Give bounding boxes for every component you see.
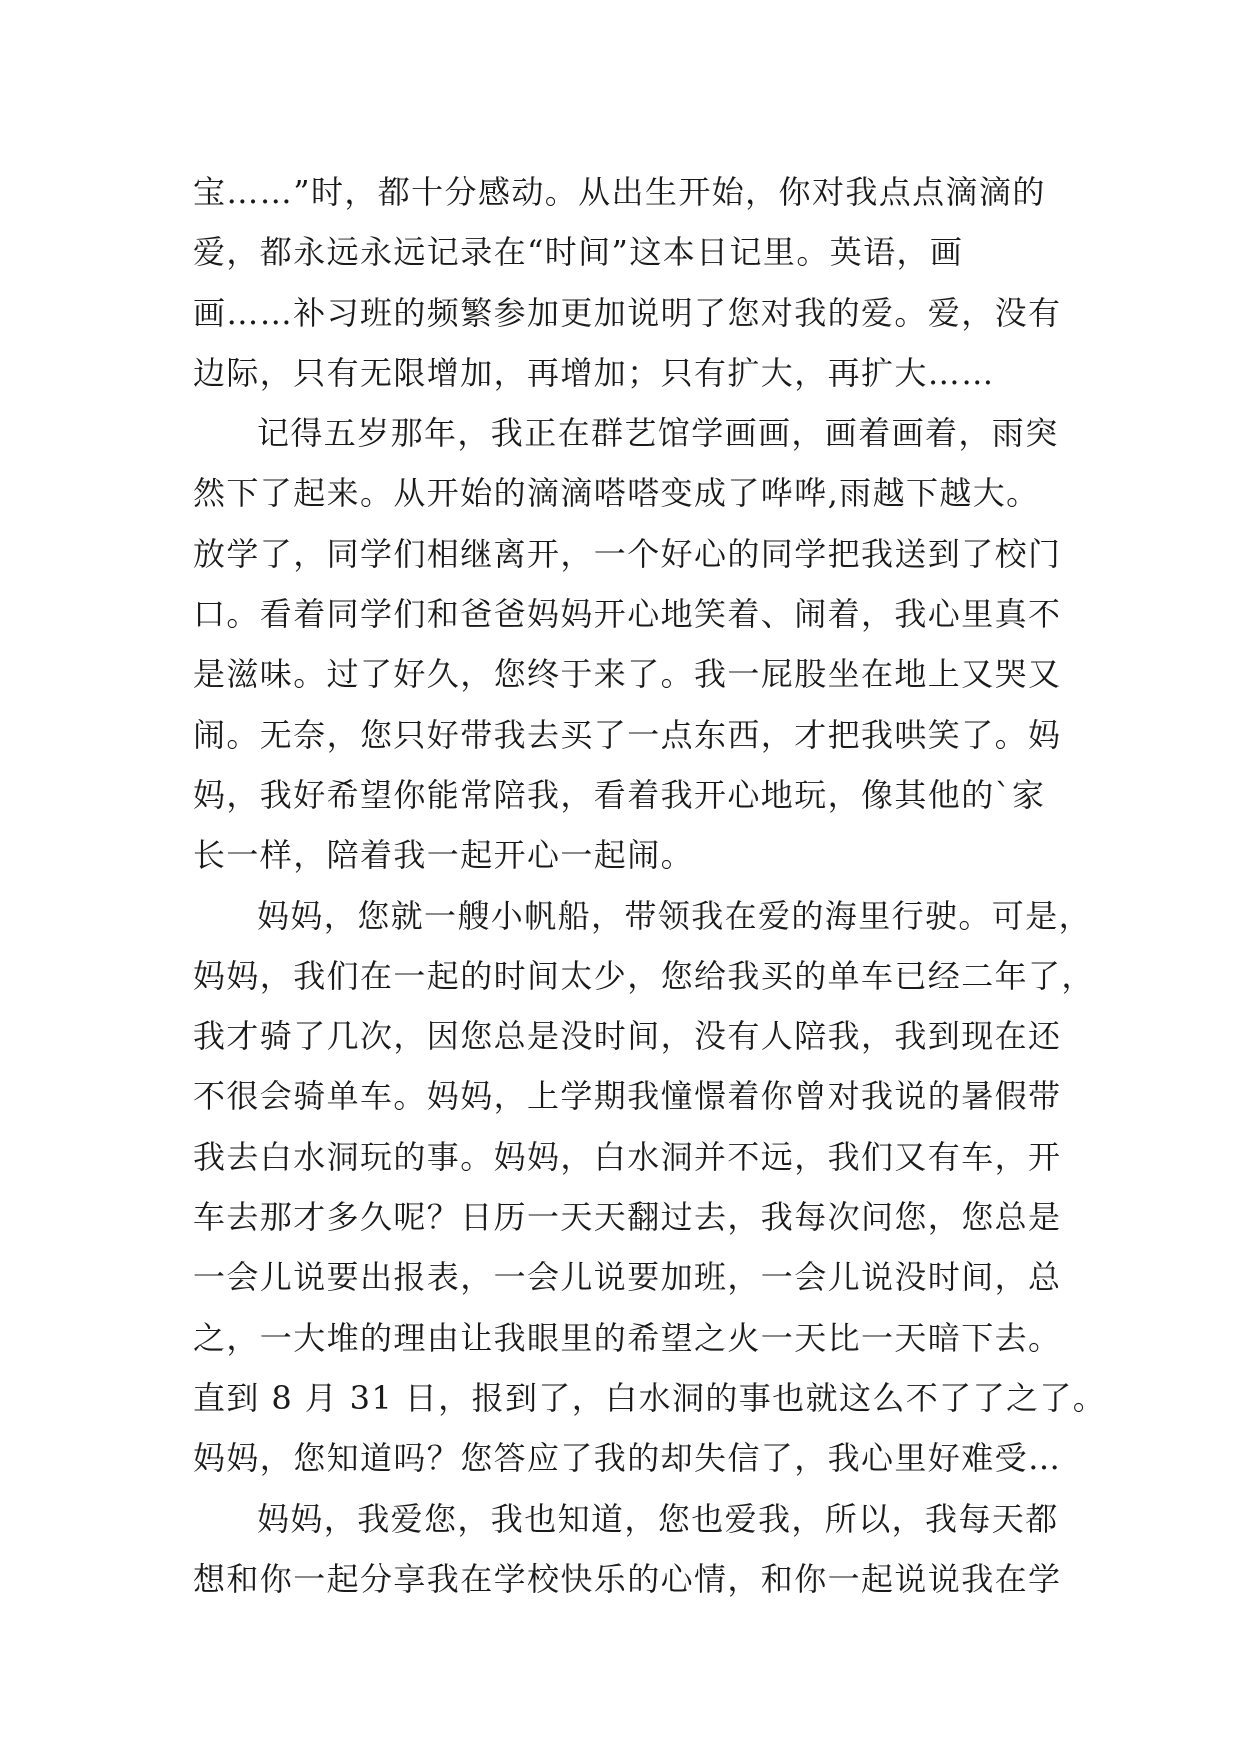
text-line: 一会儿说要出报表，一会儿说要加班，一会儿说没时间，总 bbox=[193, 1258, 1062, 1297]
text-line: 直到 8 月 31 日，报到了，白水洞的事也就这么不了了之了。 bbox=[193, 1378, 1107, 1417]
text-line: 爱，都永远永远记录在“时间”这本日记里。英语，画 bbox=[193, 233, 964, 272]
text-line: 口。看着同学们和爸爸妈妈开心地笑着、闹着，我心里真不 bbox=[193, 595, 1062, 634]
text-line: 是滋味。过了好久，您终于来了。我一屁股坐在地上又哭又 bbox=[193, 655, 1062, 694]
text-line: 想和你一起分享我在学校快乐的心情，和你一起说说我在学 bbox=[193, 1559, 1062, 1598]
text-line: 妈妈，我们在一起的时间太少，您给我买的单车已经二年了， bbox=[193, 956, 1095, 995]
essay-body-text bbox=[193, 162, 1107, 1609]
text-line: 然下了起来。从开始的滴滴嗒嗒变成了哗哗,雨越下越大。 bbox=[193, 474, 1040, 513]
text-line: 边际，只有无限增加，再增加；只有扩大，再扩大…… bbox=[193, 353, 995, 392]
text-line: 我去白水洞玩的事。妈妈，白水洞并不远，我们又有车，开 bbox=[193, 1137, 1062, 1176]
text-line: 放学了，同学们相继离开，一个好心的同学把我送到了校门 bbox=[193, 534, 1062, 573]
text-line: 我才骑了几次，因您总是没时间，没有人陪我，我到现在还 bbox=[193, 1017, 1062, 1056]
text-line: 画……补习班的频繁参加更加说明了您对我的爱。爱，没有 bbox=[193, 293, 1062, 332]
text-line: 宝……”时，都十分感动。从出生开始，你对我点点滴滴的 bbox=[193, 173, 1046, 211]
paragraph-first-line: 妈妈，您就一艘小帆船，带领我在爱的海里行驶。可是， bbox=[257, 896, 1093, 935]
text-line: 不很会骑单车。妈妈，上学期我憧憬着你曾对我说的暑假带 bbox=[193, 1077, 1062, 1116]
paragraph-first-line: 记得五岁那年，我正在群艺馆学画画，画着画着，雨突 bbox=[257, 414, 1059, 453]
text-line: 之，一大堆的理由让我眼里的希望之火一天比一天暗下去。 bbox=[193, 1318, 1062, 1357]
text-line: 车去那才多久呢？日历一天天翻过去，我每次问您，您总是 bbox=[193, 1198, 1062, 1237]
text-line: 长一样，陪着我一起开心一起闹。 bbox=[193, 836, 695, 875]
text-line: 妈妈，您知道吗？您答应了我的却失信了，我心里好难受… bbox=[193, 1439, 1062, 1478]
text-line: 闹。无奈，您只好带我去买了一点东西，才把我哄笑了。妈 bbox=[193, 715, 1062, 754]
paragraph-first-line: 妈妈，我爱您，我也知道，您也爱我，所以，我每天都 bbox=[257, 1499, 1059, 1538]
text-line: 妈，我好希望你能常陪我，看着我开心地玩，像其他的`家 bbox=[193, 775, 1046, 814]
